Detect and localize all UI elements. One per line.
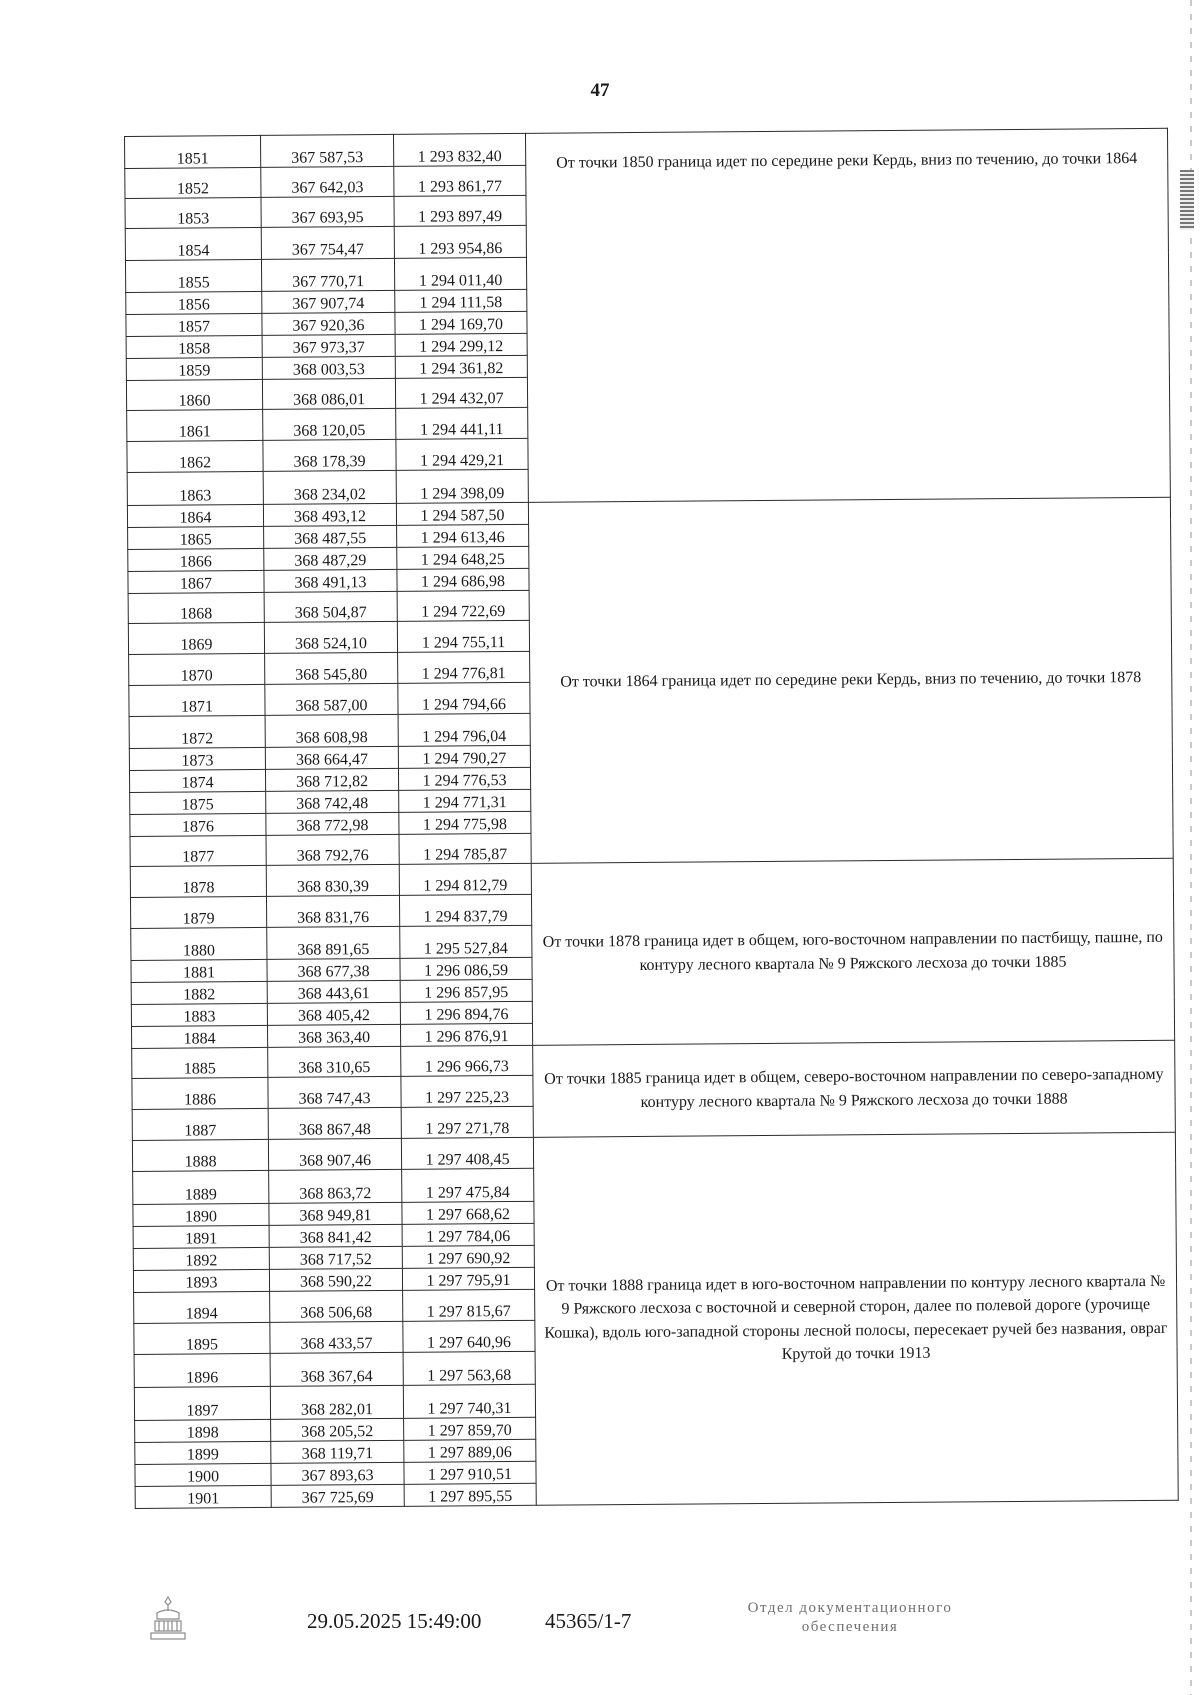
point-number-cell: 1874 xyxy=(129,769,265,792)
y-coordinate-cell: 1 297 784,06 xyxy=(402,1223,534,1246)
point-number-cell: 1886 xyxy=(132,1077,268,1109)
footer-date: 29.05.2025 15:49:00 xyxy=(307,1609,482,1633)
x-coordinate-cell: 367 587,53 xyxy=(260,134,393,167)
boundary-description-cell: От точки 1864 граница идет по середине реки Кердь, вниз по течению, до точки 1878 xyxy=(528,497,1173,863)
point-number-cell: 1854 xyxy=(125,227,261,260)
point-number-cell: 1880 xyxy=(131,927,267,960)
x-coordinate-cell: 368 590,22 xyxy=(269,1268,402,1291)
y-coordinate-cell: 1 294 771,31 xyxy=(399,789,531,812)
y-coordinate-cell: 1 294 587,50 xyxy=(396,502,528,525)
point-number-cell: 1898 xyxy=(135,1419,271,1442)
point-number-cell: 1867 xyxy=(128,570,264,593)
y-coordinate-cell: 1 297 740,31 xyxy=(403,1384,535,1418)
x-coordinate-cell: 368 830,39 xyxy=(266,864,399,896)
x-coordinate-cell: 368 487,55 xyxy=(264,525,397,548)
point-number-cell: 1885 xyxy=(132,1047,268,1078)
y-coordinate-cell: 1 294 776,53 xyxy=(398,767,530,790)
y-coordinate-cell: 1 294 796,04 xyxy=(398,713,530,746)
point-number-cell: 1855 xyxy=(125,259,261,292)
x-coordinate-cell: 368 310,65 xyxy=(268,1046,401,1077)
y-coordinate-cell: 1 294 755,11 xyxy=(397,620,529,652)
table-row xyxy=(125,128,1168,168)
x-coordinate-cell: 368 831,76 xyxy=(266,895,399,927)
y-coordinate-cell: 1 294 648,25 xyxy=(397,546,529,569)
x-coordinate-cell: 368 506,68 xyxy=(270,1290,403,1322)
x-coordinate-cell: 368 867,48 xyxy=(268,1107,401,1139)
x-coordinate-cell: 368 772,98 xyxy=(266,812,399,835)
x-coordinate-cell: 368 363,40 xyxy=(267,1024,400,1047)
coordinates-table-wrap xyxy=(124,128,1178,1509)
y-coordinate-cell: 1 294 111,58 xyxy=(395,289,527,312)
point-number-cell: 1873 xyxy=(129,747,265,770)
x-coordinate-cell: 368 717,52 xyxy=(269,1246,402,1269)
x-coordinate-cell: 368 234,02 xyxy=(263,470,396,504)
y-coordinate-cell: 1 297 815,67 xyxy=(403,1289,535,1321)
y-coordinate-cell: 1 294 011,40 xyxy=(394,257,526,290)
x-coordinate-cell: 368 119,71 xyxy=(271,1440,404,1463)
stamp-line-2: обеспечения xyxy=(801,1618,899,1635)
scan-barcode-mark xyxy=(1180,170,1194,230)
footer-document-number: 45365/1-7 xyxy=(545,1609,632,1633)
point-number-cell: 1851 xyxy=(125,135,261,168)
x-coordinate-cell: 367 693,95 xyxy=(261,196,394,227)
y-coordinate-cell: 1 297 225,23 xyxy=(401,1075,533,1107)
y-coordinate-cell: 1 297 271,78 xyxy=(401,1106,533,1138)
x-coordinate-cell: 368 742,48 xyxy=(266,790,399,813)
y-coordinate-cell: 1 297 563,68 xyxy=(403,1351,535,1385)
x-coordinate-cell: 368 587,00 xyxy=(265,683,398,715)
point-number-cell: 1858 xyxy=(126,335,262,358)
x-coordinate-cell: 368 747,43 xyxy=(268,1076,401,1108)
y-coordinate-cell: 1 293 832,40 xyxy=(393,133,525,166)
y-coordinate-cell: 1 294 812,79 xyxy=(399,863,531,895)
x-coordinate-cell: 367 907,74 xyxy=(262,290,395,313)
x-coordinate-cell: 368 712,82 xyxy=(265,768,398,791)
y-coordinate-cell: 1 294 837,79 xyxy=(399,894,531,926)
y-coordinate-cell: 1 294 398,09 xyxy=(396,469,528,503)
point-number-cell: 1860 xyxy=(126,379,262,410)
y-coordinate-cell: 1 297 895,55 xyxy=(404,1483,536,1506)
point-number-cell: 1900 xyxy=(135,1463,271,1486)
x-coordinate-cell: 367 725,69 xyxy=(271,1484,404,1507)
x-coordinate-cell: 367 973,37 xyxy=(262,334,395,357)
point-number-cell: 1869 xyxy=(128,622,264,654)
y-coordinate-cell: 1 294 361,82 xyxy=(395,355,527,378)
y-coordinate-cell: 1 296 966,73 xyxy=(401,1045,533,1076)
point-number-cell: 1895 xyxy=(134,1322,270,1354)
x-coordinate-cell: 368 120,05 xyxy=(263,408,396,440)
y-coordinate-cell: 1 296 086,59 xyxy=(400,957,532,980)
x-coordinate-cell: 368 504,87 xyxy=(264,591,397,622)
y-coordinate-cell: 1 295 527,84 xyxy=(400,925,532,958)
y-coordinate-cell: 1 294 429,21 xyxy=(396,438,528,470)
point-number-cell: 1899 xyxy=(135,1441,271,1464)
x-coordinate-cell: 368 677,38 xyxy=(267,958,400,981)
y-coordinate-cell: 1 296 894,76 xyxy=(400,1001,532,1024)
point-number-cell: 1861 xyxy=(127,409,263,441)
y-coordinate-cell: 1 297 475,84 xyxy=(402,1168,534,1202)
y-coordinate-cell: 1 294 299,12 xyxy=(395,333,527,356)
point-number-cell: 1868 xyxy=(128,592,264,623)
y-coordinate-cell: 1 294 790,27 xyxy=(398,745,530,768)
y-coordinate-cell: 1 294 613,46 xyxy=(397,524,529,547)
point-number-cell: 1888 xyxy=(132,1139,268,1171)
point-number-cell: 1894 xyxy=(134,1291,270,1323)
point-number-cell: 1877 xyxy=(130,835,266,866)
x-coordinate-cell: 368 433,57 xyxy=(270,1321,403,1353)
scan-edge-artifact xyxy=(1190,0,1192,1695)
coordinates-table xyxy=(124,128,1179,1509)
x-coordinate-cell: 368 608,98 xyxy=(265,714,398,747)
point-number-cell: 1881 xyxy=(131,959,267,982)
point-number-cell: 1871 xyxy=(129,684,265,716)
x-coordinate-cell: 368 949,81 xyxy=(269,1202,402,1225)
x-coordinate-cell: 368 282,01 xyxy=(270,1385,403,1419)
y-coordinate-cell: 1 297 859,70 xyxy=(404,1417,536,1440)
x-coordinate-cell: 368 205,52 xyxy=(271,1418,404,1441)
point-number-cell: 1876 xyxy=(130,813,266,836)
boundary-description-cell: От точки 1885 граница идет в общем, северо-восточном направлении по северо-западному контуру лесного квартала № 9 Ряжского лесхоза до точки 1888 xyxy=(533,1040,1176,1137)
point-number-cell: 1891 xyxy=(133,1225,269,1248)
x-coordinate-cell: 368 524,10 xyxy=(264,621,397,653)
y-coordinate-cell: 1 294 686,98 xyxy=(397,568,529,591)
y-coordinate-cell: 1 296 857,95 xyxy=(400,979,532,1002)
y-coordinate-cell: 1 293 954,86 xyxy=(394,225,526,258)
y-coordinate-cell: 1 293 897,49 xyxy=(394,195,526,226)
y-coordinate-cell: 1 297 690,92 xyxy=(402,1245,534,1268)
x-coordinate-cell: 368 907,46 xyxy=(268,1138,401,1170)
y-coordinate-cell: 1 294 441,11 xyxy=(396,407,528,439)
point-number-cell: 1879 xyxy=(130,896,266,928)
x-coordinate-cell: 367 920,36 xyxy=(262,312,395,335)
y-coordinate-cell: 1 294 794,66 xyxy=(398,682,530,714)
x-coordinate-cell: 367 642,03 xyxy=(261,166,394,197)
x-coordinate-cell: 368 003,53 xyxy=(262,356,395,379)
y-coordinate-cell: 1 297 408,45 xyxy=(401,1137,533,1169)
y-coordinate-cell: 1 297 889,06 xyxy=(404,1439,536,1462)
department-stamp xyxy=(700,1599,1000,1637)
point-number-cell: 1890 xyxy=(133,1203,269,1226)
x-coordinate-cell: 368 493,12 xyxy=(263,503,396,526)
boundary-description-cell: От точки 1888 граница идет в юго-восточном направлении по контуру лесного квартала № 9 Ряжского лесхоза с восточной и северной сторон, далее по полевой дороге (урочище Кошка), вдоль юго-западной стороны лесной полосы, пересекает ручей без названия, овраг Крутой до точки 1913 xyxy=(533,1132,1178,1505)
y-coordinate-cell: 1 294 776,81 xyxy=(398,651,530,683)
x-coordinate-cell: 368 443,61 xyxy=(267,980,400,1003)
y-coordinate-cell: 1 297 795,91 xyxy=(402,1267,534,1290)
point-number-cell: 1889 xyxy=(133,1170,269,1204)
y-coordinate-cell: 1 293 861,77 xyxy=(394,165,526,196)
x-coordinate-cell: 368 491,13 xyxy=(264,569,397,592)
point-number-cell: 1862 xyxy=(127,440,263,472)
point-number-cell: 1870 xyxy=(129,653,265,685)
point-number-cell: 1852 xyxy=(125,167,261,198)
point-number-cell: 1859 xyxy=(126,357,262,380)
point-number-cell: 1896 xyxy=(134,1353,270,1387)
point-number-cell: 1893 xyxy=(133,1269,269,1292)
point-number-cell: 1882 xyxy=(131,981,267,1004)
y-coordinate-cell: 1 296 876,91 xyxy=(400,1023,532,1046)
y-coordinate-cell: 1 294 775,98 xyxy=(399,811,531,834)
x-coordinate-cell: 368 792,76 xyxy=(266,834,399,865)
y-coordinate-cell: 1 294 722,69 xyxy=(397,590,529,621)
point-number-cell: 1887 xyxy=(132,1108,268,1140)
point-number-cell: 1853 xyxy=(125,197,261,228)
point-number-cell: 1865 xyxy=(128,526,264,549)
coat-of-arms-icon xyxy=(147,1595,189,1643)
point-number-cell: 1901 xyxy=(135,1485,271,1508)
x-coordinate-cell: 368 367,64 xyxy=(270,1352,403,1386)
coordinates-table-body xyxy=(125,128,1179,1508)
point-number-cell: 1857 xyxy=(126,313,262,336)
x-coordinate-cell: 368 841,42 xyxy=(269,1224,402,1247)
x-coordinate-cell: 368 086,01 xyxy=(262,378,395,409)
point-number-cell: 1883 xyxy=(131,1003,267,1026)
stamp-line-1: Отдел документационного xyxy=(747,1600,953,1616)
point-number-cell: 1875 xyxy=(130,791,266,814)
x-coordinate-cell: 368 405,42 xyxy=(267,1002,400,1025)
point-number-cell: 1878 xyxy=(130,865,266,897)
x-coordinate-cell: 368 891,65 xyxy=(267,926,400,959)
point-number-cell: 1863 xyxy=(127,471,263,505)
y-coordinate-cell: 1 297 910,51 xyxy=(404,1461,536,1484)
page-number: 47 xyxy=(590,80,610,101)
x-coordinate-cell: 367 754,47 xyxy=(261,226,394,259)
point-number-cell: 1856 xyxy=(126,291,262,314)
x-coordinate-cell: 368 863,72 xyxy=(269,1169,402,1203)
page-footer xyxy=(0,1595,1200,1655)
y-coordinate-cell: 1 294 432,07 xyxy=(395,377,527,408)
y-coordinate-cell: 1 294 169,70 xyxy=(395,311,527,334)
x-coordinate-cell: 368 178,39 xyxy=(263,439,396,471)
x-coordinate-cell: 368 487,29 xyxy=(264,547,397,570)
point-number-cell: 1866 xyxy=(128,548,264,571)
point-number-cell: 1892 xyxy=(133,1247,269,1270)
x-coordinate-cell: 368 545,80 xyxy=(265,652,398,684)
y-coordinate-cell: 1 297 668,62 xyxy=(402,1201,534,1224)
x-coordinate-cell: 368 664,47 xyxy=(265,746,398,769)
point-number-cell: 1897 xyxy=(134,1386,270,1420)
point-number-cell: 1864 xyxy=(127,504,263,527)
x-coordinate-cell: 367 770,71 xyxy=(261,258,394,291)
point-number-cell: 1872 xyxy=(129,715,265,748)
boundary-description-cell: От точки 1878 граница идет в общем, юго-восточном направлении по пастбищу, пашне, по контуру лесного квартала № 9 Ряжского лесхоза до точки 1885 xyxy=(531,858,1174,1045)
point-number-cell: 1884 xyxy=(131,1025,267,1048)
x-coordinate-cell: 367 893,63 xyxy=(271,1462,404,1485)
y-coordinate-cell: 1 294 785,87 xyxy=(399,833,531,864)
boundary-description-cell: От точки 1850 граница идет по середине реки Кердь, вниз по течению, до точки 1864 xyxy=(525,128,1170,502)
y-coordinate-cell: 1 297 640,96 xyxy=(403,1320,535,1352)
